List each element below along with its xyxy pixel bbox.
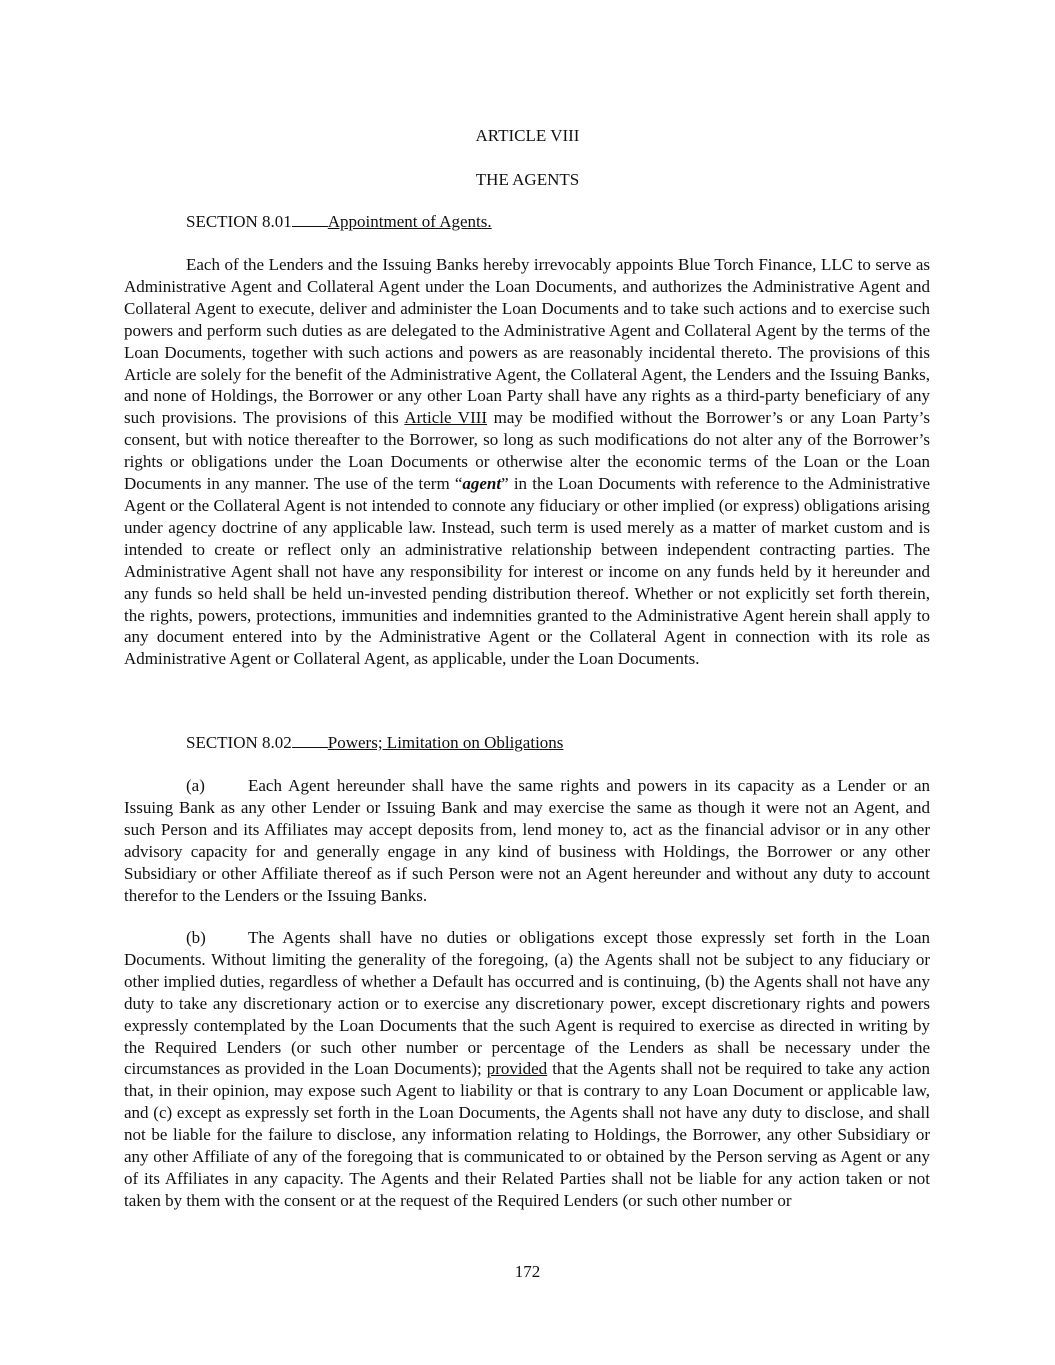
clause-b-text-continued: that the Agents shall not be required to take any action that, in their opinion, may expose such Agent to liability or that is contrary to any Loan Document or applicable law, and (c) except as expressly set forth in the Loan Documents, the Agents shall not have any duty to disclose, and shall not be liable for the failure to disclose, any information relating to Holdings, the Borrower, any other Subsidiary or any other Affiliate of any of the foregoing that is communicated to or obtained by the Person serving as Agent or any of its Affiliates in any capacity. The Agents and their Related Parties shall not be liable for any action taken or not taken by them with the consent or at the request of the Required Lenders (or such other number or <box>124 1059 930 1210</box>
article-number: ARTICLE VIII <box>475 126 580 145</box>
page-number: 172 <box>514 1262 541 1281</box>
paragraph-text: may be modified without the Borrower’s or any Loan Party’s consent, but with notice thereafter to the Borrower, so long as such modifications do not alter any of the Borrower’s rights or obligations under the Loan Documents or otherwise alter the economic terms of the Loan or the Loan Documents in any manner. The use of the term “ <box>124 408 931 494</box>
article-viii-reference: Article VIII <box>404 408 488 428</box>
section-8-02-heading <box>186 733 563 753</box>
heading-underline-gap <box>292 212 328 227</box>
clause-b-text: The Agents shall have no duties or obligations except those expressly set forth in the Loan Documents. Without limiting the generality of the foregoing, (a) the Agents shall not be subject to any fiduciary or other implied duties, regardless of whether a Default has occurred and is continuing, (b) the Agents shall not have any duty to take any discretionary action or to exercise any discretionary power, except discretionary rights and powers expressly contemplated by the Loan Documents that the such Agent is required to exercise as directed in writing by the Required Lenders (or such other number or percentage of the Lenders as shall be necessary under the circumstances as provided in the Loan Documents); <box>124 928 930 1079</box>
heading-underline-gap <box>292 733 328 748</box>
section-8-01-title: Appointment of Agents. <box>327 212 492 231</box>
section-8-02-clause-b <box>124 927 930 1212</box>
clause-a-text: Each Agent hereunder shall have the same rights and powers in its capacity as a Lender or an Issuing Bank as any other Lender or Issuing Bank and may exercise the same as though it were not an Agent, and such Person and its Affiliates may accept deposits from, lend money to, act as the financial advisor or in any other advisory capacity for and generally engage in any kind of business with Holdings, the Borrower or any other Subsidiary or other Affiliate thereof as if such Person were not an Agent hereunder and without any duty to account therefor to the Lenders or the Issuing Banks. <box>124 776 930 905</box>
section-8-02-title: Powers; Limitation on Obligations <box>327 733 564 752</box>
defined-term-agent: agent <box>462 474 502 494</box>
section-8-02-number: SECTION 8.02 <box>186 733 292 752</box>
paragraph-text: Each of the Lenders and the Issuing Banks hereby irrevocably appoints Blue Torch Finance, LLC to serve as Administrative Agent and Collateral Agent under the Loan Documents, and authorizes the Administrative Agent and Collateral Agent to execute, deliver and administer the Loan Documents and to take such actions and to exercise such powers and perform such duties as are delegated to the Administrative Agent and Collateral Agent by the terms of the Loan Documents, together with such actions and powers as are reasonably incidental thereto. The provisions of this Article are solely for the benefit of the Administrative Agent, the Collateral Agent, the Lenders and the Issuing Banks, and none of Holdings, the Borrower or any other Loan Party shall have any rights as a third-party beneficiary of any such provisions. The provisions of this <box>124 255 930 428</box>
section-8-02-clause-a <box>124 775 930 906</box>
section-8-01-heading <box>186 212 492 232</box>
article-title: THE AGENTS <box>475 170 580 189</box>
provided-term: provided <box>486 1059 548 1079</box>
paragraph-text: ” in the Loan Documents with reference to the Administrative Agent or the Collateral Agent is not intended to connote any fiduciary or other implied (or express) obligations arising under agency doctrine of any applicable law. Instead, such term is used merely as a matter of market custom and is intended to create or reflect only an administrative relationship between independent contracting parties. The Administrative Agent shall not have any responsibility for interest or income on any funds held by it hereunder and any funds so held shall be held un-invested pending distribution thereof. Whether or not explicitly set forth therein, the rights, powers, protections, immunities and indemnities granted to the Administrative Agent herein shall apply to any document entered into by the Administrative Agent or the Collateral Agent in connection with its role as Administrative Agent or Collateral Agent, as applicable, under the Loan Documents. <box>124 474 930 669</box>
clause-label-b: (b) <box>186 928 206 947</box>
clause-label-a: (a) <box>186 776 205 795</box>
section-8-01-number: SECTION 8.01 <box>186 212 292 231</box>
section-8-01-paragraph <box>124 254 930 670</box>
